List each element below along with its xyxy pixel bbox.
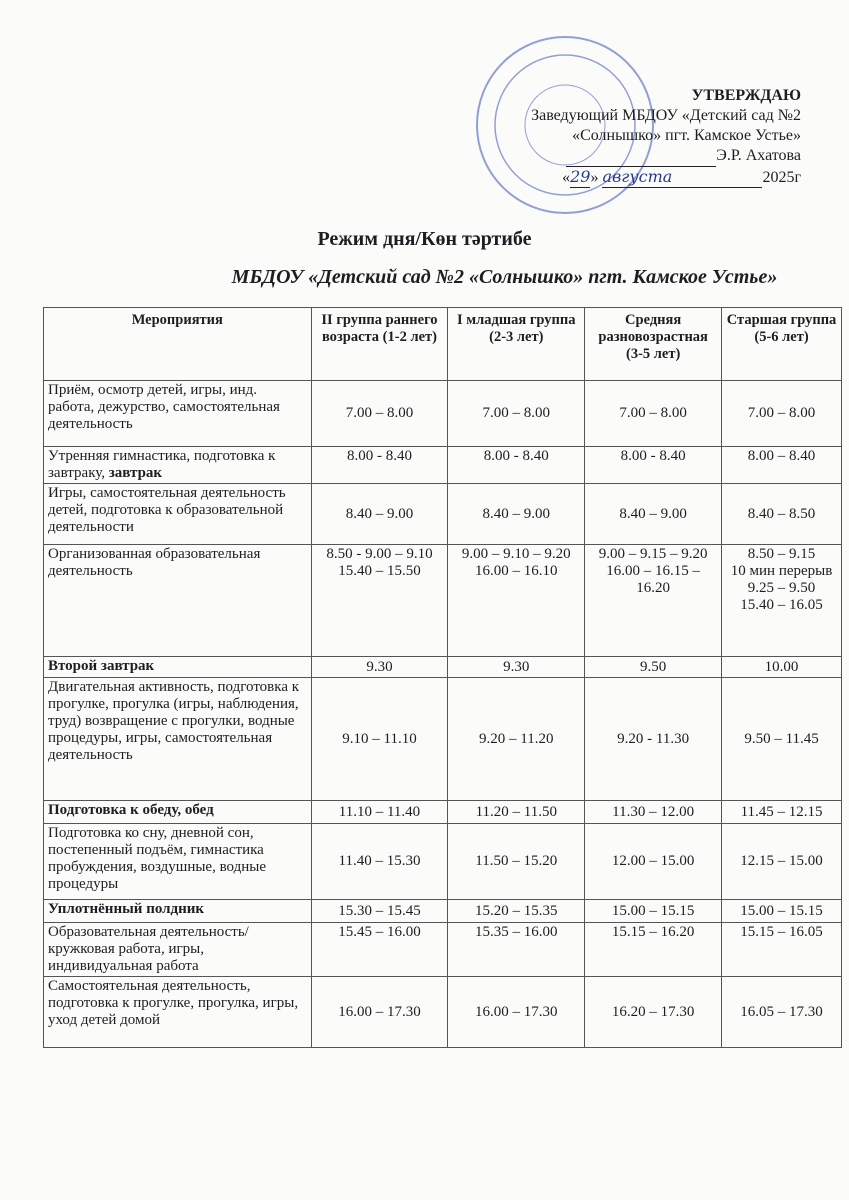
time-cell: 8.40 – 8.50 bbox=[722, 484, 842, 545]
table-row bbox=[44, 381, 842, 447]
time-cell: 15.00 – 15.15 bbox=[585, 900, 722, 923]
activity-cell bbox=[44, 657, 312, 678]
time-cell: 7.00 – 8.00 bbox=[448, 381, 585, 447]
approval-line: Заведующий МБДОУ «Детский сад №2 bbox=[531, 107, 801, 124]
activity-text: Приём, осмотр детей, игры, инд. работа, дежурство, самостоятельная деятельность bbox=[48, 382, 280, 432]
time-cell: 8.40 – 9.00 bbox=[448, 484, 585, 545]
activity-cell bbox=[44, 447, 312, 484]
approval-title: УТВЕРЖДАЮ bbox=[691, 87, 801, 104]
column-header: Мероприятия bbox=[44, 308, 312, 381]
activity-cell bbox=[44, 824, 312, 900]
column-header: I младшая группа (2-3 лет) bbox=[448, 308, 585, 381]
time-cell: 8.40 – 9.00 bbox=[585, 484, 722, 545]
activity-cell bbox=[44, 484, 312, 545]
time-cell: 7.00 – 8.00 bbox=[722, 381, 842, 447]
time-cell: 9.20 – 11.20 bbox=[448, 678, 585, 801]
page-subtitle: МБДОУ «Детский сад №2 «Солнышко» пгт. Камское Устье» bbox=[231, 266, 778, 288]
time-cell: 16.05 – 17.30 bbox=[722, 977, 842, 1048]
table-row bbox=[44, 923, 842, 977]
time-cell: 16.00 – 17.30 bbox=[311, 977, 448, 1048]
time-cell: 11.20 – 11.50 bbox=[448, 801, 585, 824]
time-cell: 15.45 – 16.00 bbox=[311, 923, 448, 977]
page-title: Режим дня/Көн тәртибе bbox=[317, 228, 532, 250]
activity-bold-text: Уплотнённый полдник bbox=[48, 901, 205, 917]
activity-text: Утренняя гимнастика, подготовка к завтраку, bbox=[48, 448, 276, 481]
approval-line: «Солнышко» пгт. Камское Устье» bbox=[572, 127, 801, 144]
time-cell: 15.15 – 16.20 bbox=[585, 923, 722, 977]
activity-cell bbox=[44, 977, 312, 1048]
table-row bbox=[44, 484, 842, 545]
activity-text: Подготовка ко сну, дневной сон, постепенный подъём, гимнастика пробуждения, воздушные, водные процедуры bbox=[48, 825, 267, 892]
time-cell: 10.00 bbox=[722, 657, 842, 678]
time-cell: 8.50 - 9.00 – 9.10 15.40 – 15.50 bbox=[311, 545, 448, 657]
table-row bbox=[44, 545, 842, 657]
activity-bold-text: завтрак bbox=[108, 465, 163, 481]
table-row bbox=[44, 977, 842, 1048]
time-cell: 8.50 – 9.15 10 мин перерыв 9.25 – 9.50 15.40 – 16.05 bbox=[722, 545, 842, 657]
time-cell: 15.15 – 16.05 bbox=[722, 923, 842, 977]
time-cell: 12.00 – 15.00 bbox=[585, 824, 722, 900]
time-cell: 9.50 bbox=[585, 657, 722, 678]
activity-text: Игры, самостоятельная деятельность детей, подготовка к образовательной деятельности bbox=[48, 485, 286, 535]
time-cell: 9.10 – 11.10 bbox=[311, 678, 448, 801]
time-cell: 11.40 – 15.30 bbox=[311, 824, 448, 900]
activity-cell bbox=[44, 678, 312, 801]
activity-cell bbox=[44, 381, 312, 447]
time-cell: 8.00 - 8.40 bbox=[585, 447, 722, 484]
time-cell: 8.00 – 8.40 bbox=[722, 447, 842, 484]
activity-cell bbox=[44, 923, 312, 977]
time-cell: 15.35 – 16.00 bbox=[448, 923, 585, 977]
activity-text: Организованная образовательная деятельность bbox=[48, 546, 261, 579]
activity-text: Образовательная деятельность/ кружковая работа, игры, индивидуальная работа bbox=[48, 924, 249, 974]
time-cell: 15.00 – 15.15 bbox=[722, 900, 842, 923]
time-cell: 8.40 – 9.00 bbox=[311, 484, 448, 545]
column-header: II группа раннего возраста (1-2 лет) bbox=[311, 308, 448, 381]
date-day: 29 bbox=[570, 167, 591, 186]
time-cell: 15.30 – 15.45 bbox=[311, 900, 448, 923]
time-cell: 11.45 – 12.15 bbox=[722, 801, 842, 824]
schedule-table bbox=[43, 307, 842, 1048]
time-cell: 8.00 - 8.40 bbox=[311, 447, 448, 484]
column-header: Средняя разновозрастная (3-5 лет) bbox=[585, 308, 722, 381]
activity-bold-text: Второй завтрак bbox=[48, 658, 155, 674]
time-cell: 9.50 – 11.45 bbox=[722, 678, 842, 801]
signature-line bbox=[566, 146, 716, 167]
table-row bbox=[44, 824, 842, 900]
date-month: августа bbox=[602, 167, 762, 188]
activity-cell bbox=[44, 545, 312, 657]
time-cell: 11.50 – 15.20 bbox=[448, 824, 585, 900]
time-cell: 16.20 – 17.30 bbox=[585, 977, 722, 1048]
activity-text: Самостоятельная деятельность, подготовка к прогулке, прогулка, игры, уход детей домой bbox=[48, 978, 299, 1028]
table-row bbox=[44, 447, 842, 484]
activity-cell bbox=[44, 900, 312, 923]
approval-block: УТВЕРЖДАЮ Заведующий МБДОУ «Детский сад №2 «Солнышко» пгт. Камское Устье» Э.Р. Ахатова «29» августа 2025г bbox=[531, 87, 801, 186]
table-row bbox=[44, 801, 842, 824]
time-cell: 16.00 – 17.30 bbox=[448, 977, 585, 1048]
time-cell: 8.00 - 8.40 bbox=[448, 447, 585, 484]
table-row bbox=[44, 678, 842, 801]
activity-bold-text: Подготовка к обеду, обед bbox=[48, 802, 214, 818]
signer-name: Э.Р. Ахатова bbox=[716, 147, 801, 164]
time-cell: 12.15 – 15.00 bbox=[722, 824, 842, 900]
activity-cell bbox=[44, 801, 312, 824]
time-cell: 9.00 – 9.15 – 9.20 16.00 – 16.15 – 16.20 bbox=[585, 545, 722, 657]
time-cell: 11.10 – 11.40 bbox=[311, 801, 448, 824]
time-cell: 9.30 bbox=[311, 657, 448, 678]
time-cell: 11.30 – 12.00 bbox=[585, 801, 722, 824]
time-cell: 7.00 – 8.00 bbox=[585, 381, 722, 447]
table-row bbox=[44, 900, 842, 923]
time-cell: 7.00 – 8.00 bbox=[311, 381, 448, 447]
time-cell: 9.30 bbox=[448, 657, 585, 678]
date-year: 2025г bbox=[762, 169, 801, 186]
column-header: Старшая группа (5-6 лет) bbox=[722, 308, 842, 381]
table-row bbox=[44, 657, 842, 678]
time-cell: 15.20 – 15.35 bbox=[448, 900, 585, 923]
time-cell: 9.20 - 11.30 bbox=[585, 678, 722, 801]
time-cell: 9.00 – 9.10 – 9.20 16.00 – 16.10 bbox=[448, 545, 585, 657]
activity-text: Двигательная активность, подготовка к прогулке, прогулка (игры, наблюдения, труд) возвращение с прогулки, водные процедуры, игры, самостоятельная деятельность bbox=[48, 679, 300, 763]
